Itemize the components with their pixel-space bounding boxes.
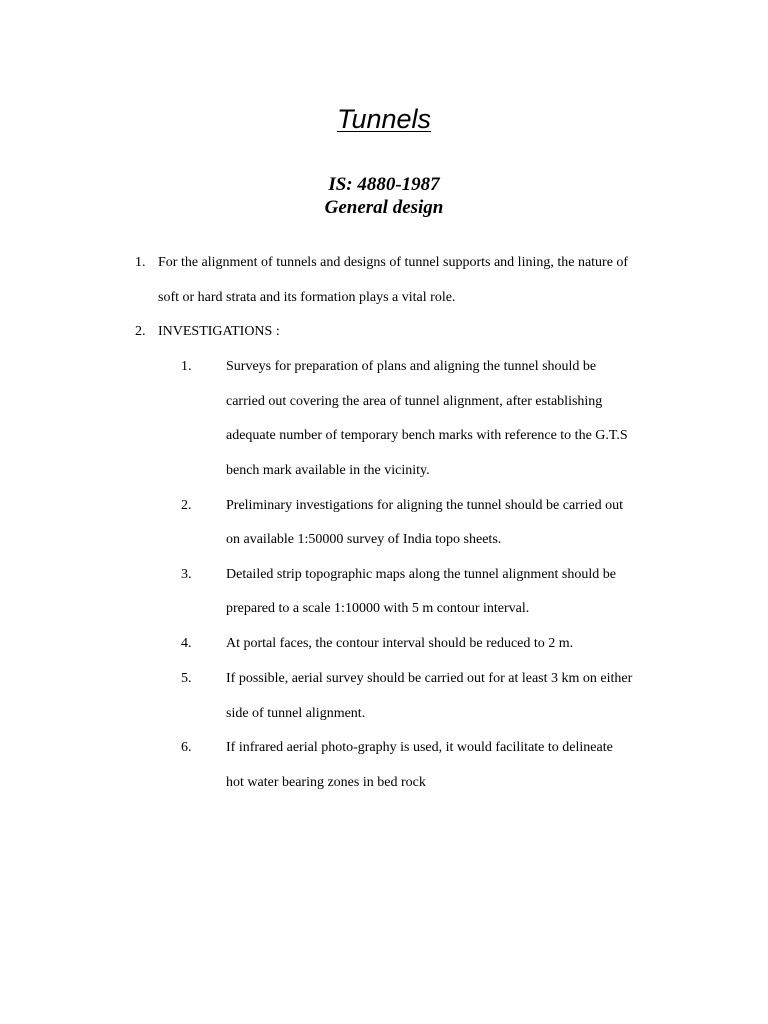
subitem-5-line-2: side of tunnel alignment. — [226, 706, 366, 721]
item-2-number: 2. — [135, 324, 146, 339]
subitem-5-number: 5. — [181, 671, 192, 686]
item-2-heading: INVESTIGATIONS : — [158, 324, 280, 339]
subitem-1-line-2: carried out covering the area of tunnel alignment, after establishing — [226, 394, 603, 409]
subitem-6-line-2: hot water bearing zones in bed rock — [226, 775, 426, 790]
subitem-2-line-2: on available 1:50000 survey of India topo sheets. — [226, 532, 502, 547]
subitem-1-line-4: bench mark available in the vicinity. — [226, 463, 430, 478]
item-1-line-1: For the alignment of tunnels and designs of tunnel supports and lining, the nature of — [158, 255, 629, 270]
subitem-1-number: 1. — [181, 359, 192, 374]
subitem-4-line-1: At portal faces, the contour interval should be reduced to 2 m. — [226, 636, 574, 651]
standard-code: IS: 4880-1987 — [328, 174, 440, 195]
subitem-1-line-1: Surveys for preparation of plans and aligning the tunnel should be — [226, 359, 597, 374]
item-1-number: 1. — [135, 255, 146, 270]
subitem-3-line-1: Detailed strip topographic maps along the tunnel alignment should be — [226, 567, 616, 582]
subitem-3-number: 3. — [181, 567, 192, 582]
subitem-6-line-1: If infrared aerial photo-graphy is used, it would facilitate to delineate — [226, 740, 613, 755]
subitem-5-line-1: If possible, aerial survey should be carried out for at least 3 km on either — [226, 671, 633, 686]
item-1-line-2: soft or hard strata and its formation plays a vital role. — [158, 290, 456, 305]
subitem-4-number: 4. — [181, 636, 192, 651]
subitem-6-number: 6. — [181, 740, 192, 755]
subitem-1-line-3: adequate number of temporary bench marks with reference to the G.T.S — [226, 428, 628, 443]
subitem-3-line-2: prepared to a scale 1:10000 with 5 m contour interval. — [226, 601, 530, 616]
subitem-2-line-1: Preliminary investigations for aligning the tunnel should be carried out — [226, 498, 623, 513]
subitem-2-number: 2. — [181, 498, 192, 513]
document-subtitle: General design — [324, 197, 444, 218]
document-title: Tunnels — [336, 104, 432, 134]
